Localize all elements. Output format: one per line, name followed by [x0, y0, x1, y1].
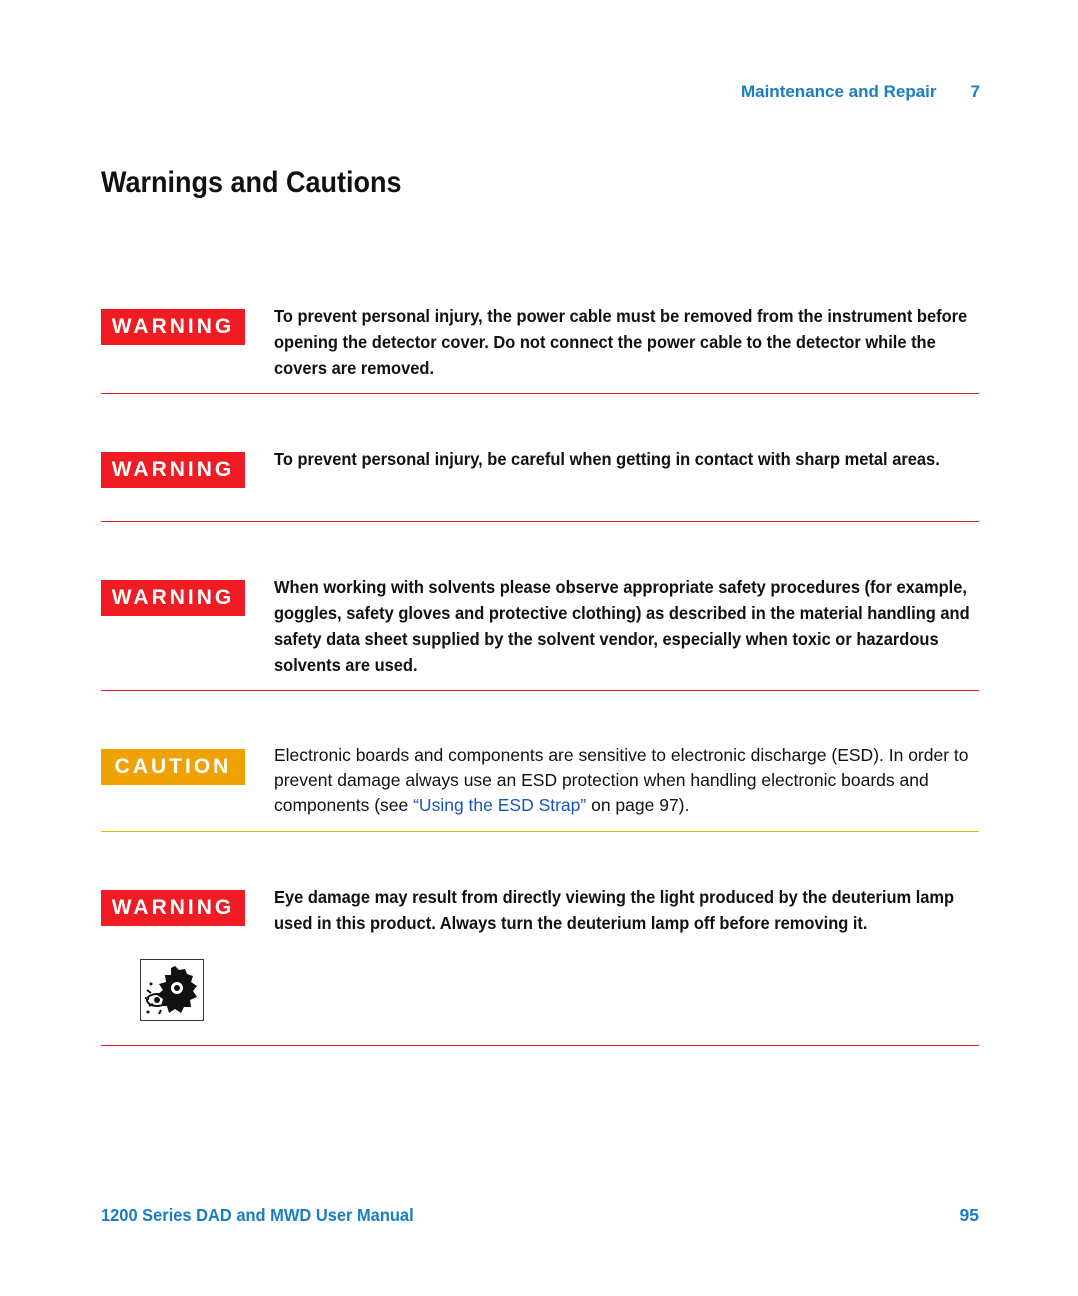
warning-text: To prevent personal injury, be careful when getting in contact with sharp metal areas. [274, 449, 940, 469]
warning-badge: WARNING [101, 890, 245, 926]
caution-text [274, 743, 980, 818]
chapter-number: 7 [970, 82, 980, 101]
divider [101, 521, 979, 522]
warning-text: Eye damage may result from directly viewing the light produced by the deuterium lamp used in this product. Always turn the deuterium lamp off before removing it. [274, 887, 955, 933]
warning-badge: WARNING [101, 580, 245, 616]
warning-text: When working with solvents please observe appropriate safety procedures (for example, goggles, safety gloves and protective clothing) as described in the material handling and safety data sheet supplied by the solvent vendor, especially when toxic or hazardous solvents are used. [274, 577, 970, 675]
divider [101, 831, 979, 832]
eye-hazard-icon [140, 959, 204, 1021]
section-name: Maintenance and Repair [740, 82, 937, 101]
manual-title: 1200 Series DAD and MWD User Manual [101, 1205, 414, 1225]
running-header [640, 82, 980, 102]
warning-text: To prevent personal injury, the power cable must be removed from the instrument before opening the detector cover. Do not connect the power cable to the detector while the covers are removed. [274, 306, 968, 378]
warning-badge: WARNING [101, 309, 245, 345]
divider [101, 393, 979, 394]
page-title: Warnings and Cautions [101, 166, 402, 199]
caution-text-start: Electronic boards and components are sensitive to electronic discharge (ESD). In order to prevent damage always use an ESD protection when handling electronic boards and components (see [274, 745, 969, 815]
divider [101, 1045, 979, 1046]
warning-badge: WARNING [101, 452, 245, 488]
esd-strap-link[interactable]: “Using the ESD Strap” [413, 795, 587, 815]
page-number: 95 [959, 1205, 979, 1225]
divider [101, 690, 979, 691]
caution-badge: CAUTION [101, 749, 245, 785]
caution-text-end: on page 97). [586, 795, 690, 815]
